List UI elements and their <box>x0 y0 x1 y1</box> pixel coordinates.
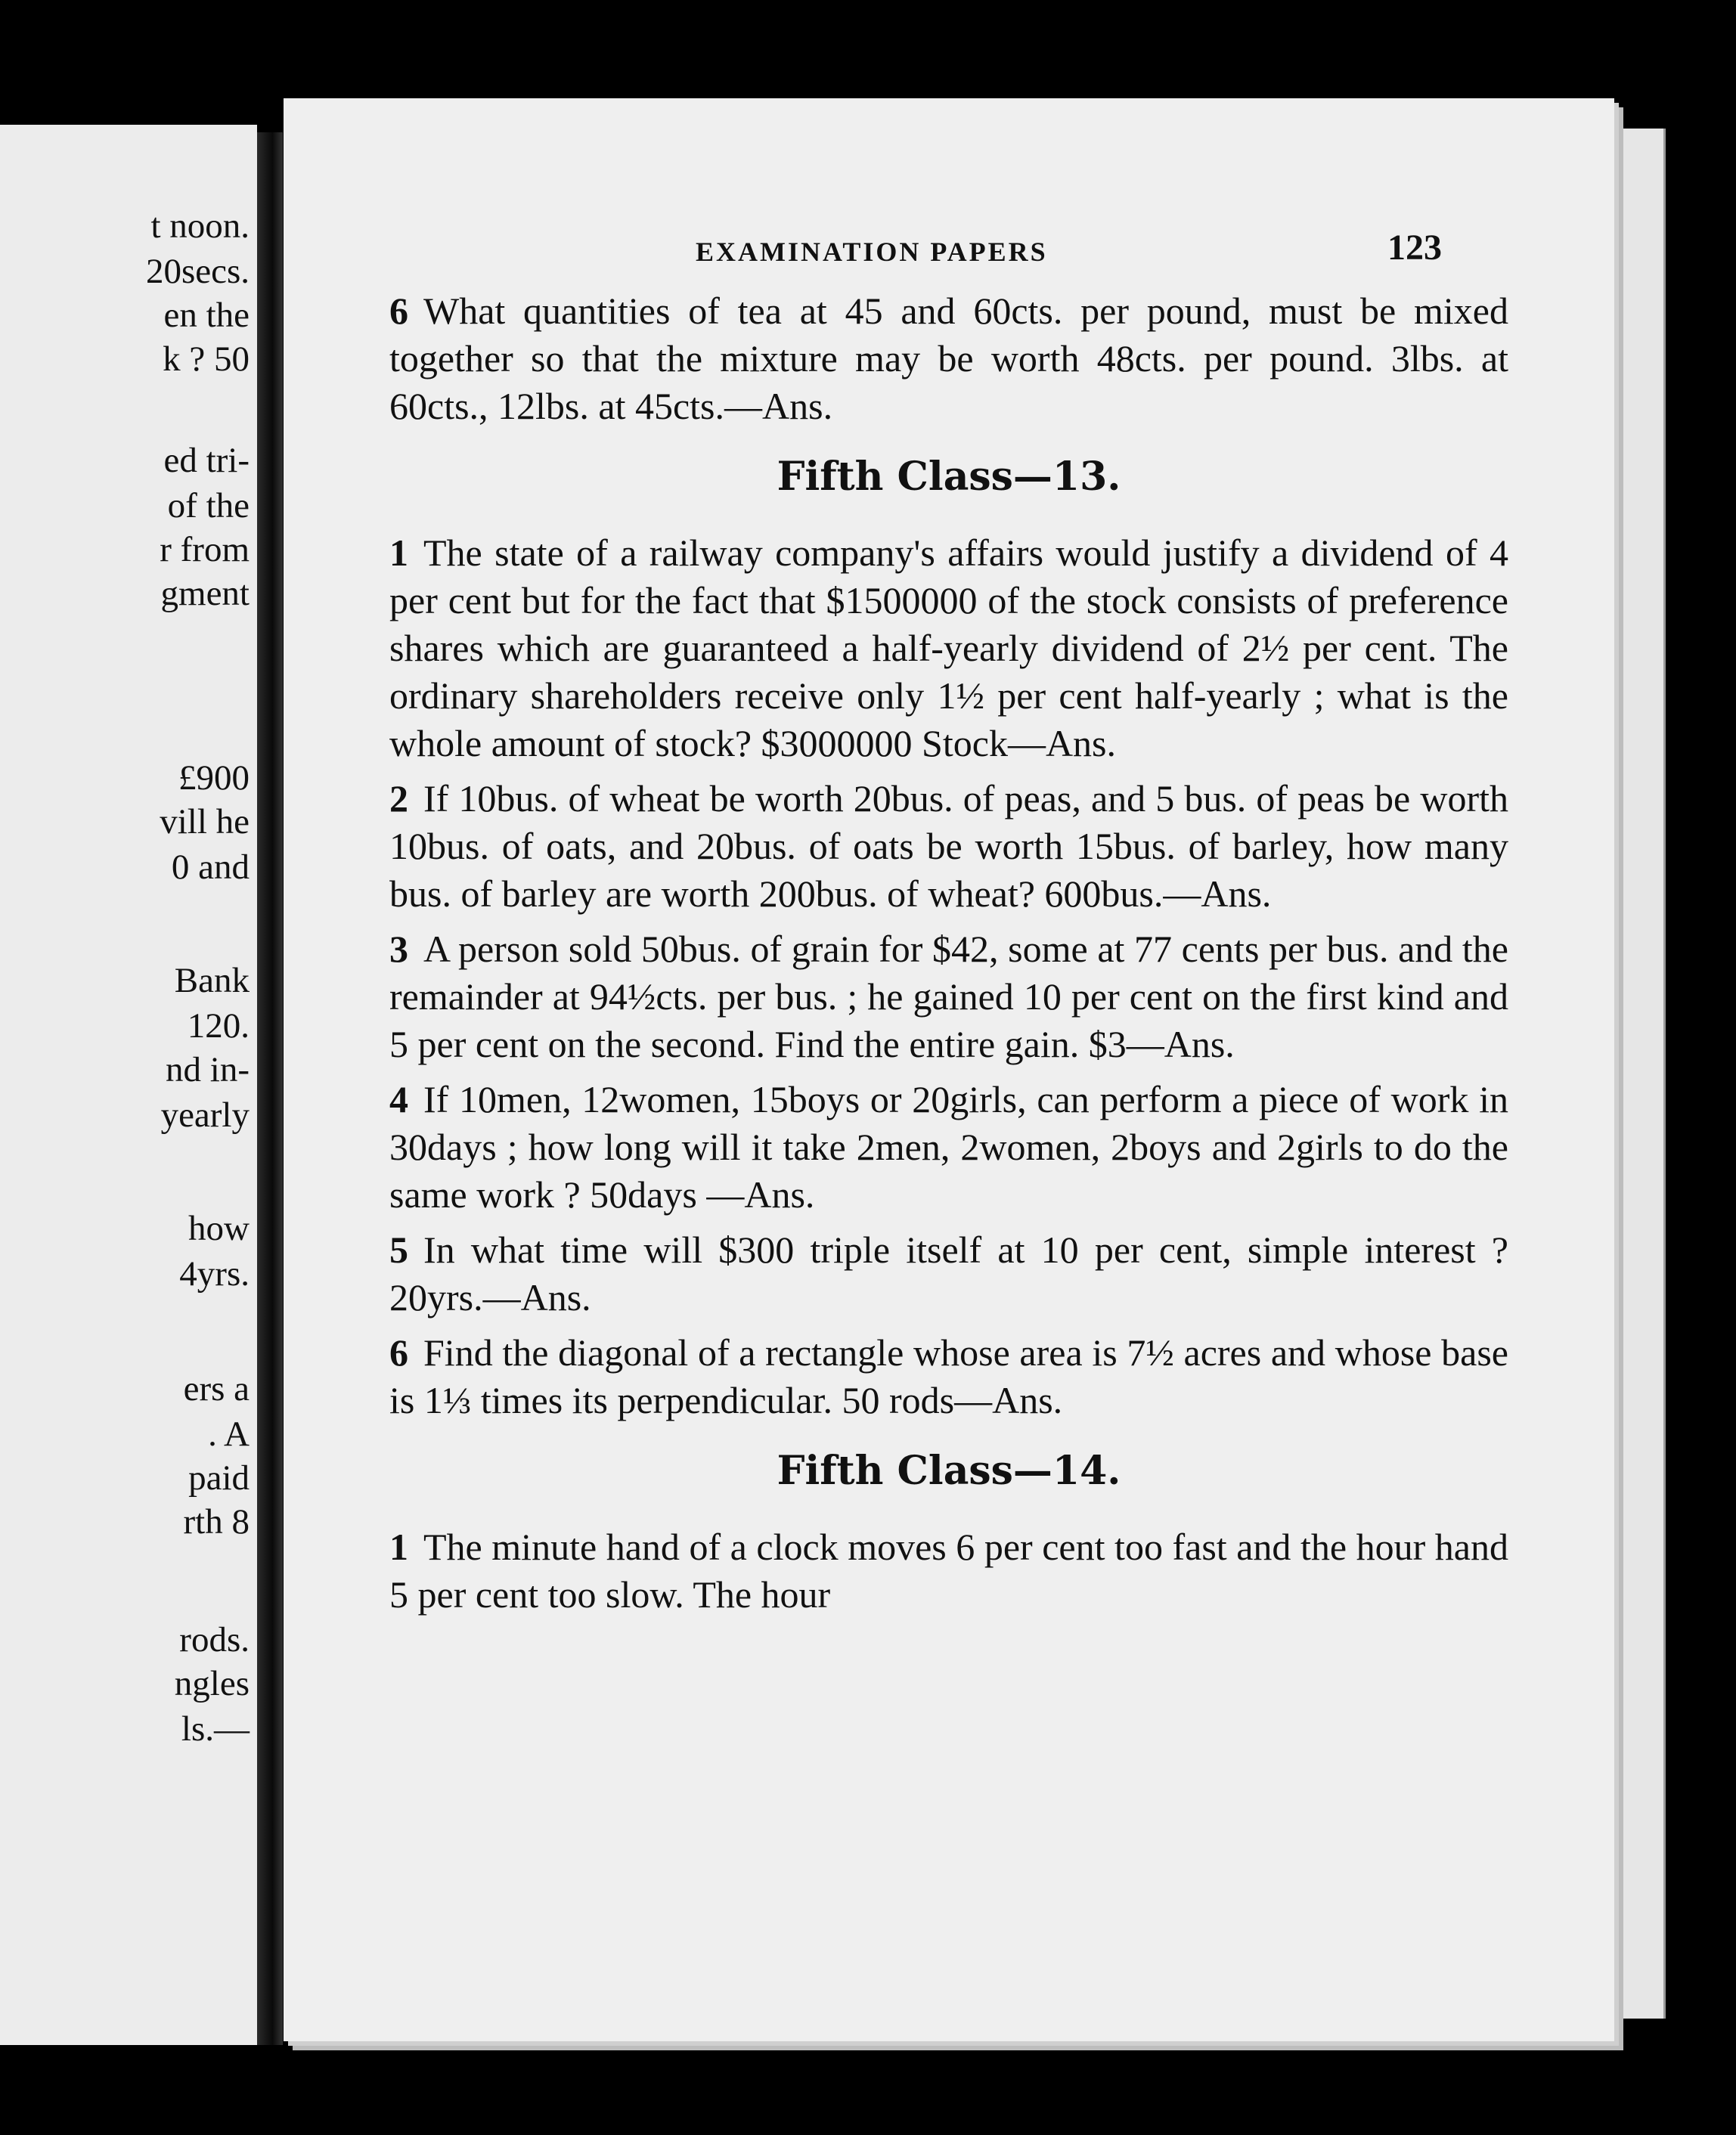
question-number: 2 <box>389 777 408 820</box>
left-page-line: Bank <box>174 961 250 1000</box>
left-page-line: £900 <box>178 758 250 798</box>
question <box>389 1329 1508 1424</box>
question <box>389 1523 1508 1619</box>
left-page-line: paid <box>188 1458 250 1498</box>
section-title: Fifth Class—13. <box>777 454 1121 500</box>
question-text: In what time will $300 triple itself at 10 per cent, simple interest ? 20yrs.—Ans. <box>389 1229 1508 1318</box>
question-text: What quantities of tea at 45 and 60cts. per pound, must be mixed together so that the mixture may be worth 48cts. per pound. 3lbs. at 60cts., 12lbs. at 45cts.—Ans. <box>389 290 1508 427</box>
question <box>389 1076 1508 1219</box>
left-page-line: r from <box>160 530 250 569</box>
question <box>389 775 1508 918</box>
question <box>389 529 1508 767</box>
question-number: 5 <box>389 1229 408 1271</box>
question <box>389 287 1508 430</box>
left-page-line: 0 and <box>171 847 250 887</box>
left-page-line: 20secs. <box>145 252 250 291</box>
book-spine <box>257 132 283 2045</box>
page-content <box>389 287 1508 1626</box>
left-page-line: how <box>188 1209 250 1248</box>
section-title: Fifth Class—14. <box>777 1448 1121 1494</box>
question-number: 1 <box>389 531 408 574</box>
left-page <box>0 125 257 2045</box>
left-page-line: rods. <box>179 1620 250 1659</box>
left-page-line: rth 8 <box>183 1502 250 1542</box>
page-number: 123 <box>1387 228 1442 268</box>
left-page-line: yearly <box>160 1095 250 1135</box>
question-number: 4 <box>389 1078 408 1120</box>
left-page-line: of the <box>167 486 250 525</box>
left-page-line: 120. <box>187 1006 250 1046</box>
question-text: If 10men, 12women, 15boys or 20girls, can perform a piece of work in 30days ; how long will it take 2men, 2women, 2boys and 2girls to do the same work ? 50days —Ans. <box>389 1078 1508 1216</box>
left-page-line: en the <box>163 296 250 335</box>
left-page-line: vill he <box>160 802 250 841</box>
question <box>389 1226 1508 1322</box>
left-page-line: ers a <box>183 1369 250 1408</box>
question-text: A person sold 50bus. of grain for $42, some at 77 cents per bus. and the remainder at 94½cts. per bus. ; he gained 10 per cent on the first kind and 5 per cent on the second. Find the entire gain. $3—Ans. <box>389 928 1508 1065</box>
left-page-line: nd in- <box>166 1050 250 1089</box>
question-text: The state of a railway company's affairs would justify a dividend of 4 per cent but for the fact that $1500000 of the stock consists of preference shares which are guaranteed a half-yearly dividend of 2½ per cent. The ordinary shareholders receive only 1½ per cent half-yearly ; what is the whole amount of stock? $3000000 Stock—Ans. <box>389 531 1508 764</box>
running-title: EXAMINATION PAPERS <box>696 237 1048 267</box>
left-page-line: 4yrs. <box>179 1254 250 1294</box>
left-page-line: t noon. <box>150 206 250 246</box>
question <box>389 925 1508 1068</box>
right-page <box>284 98 1614 2041</box>
question-list <box>389 529 1508 1424</box>
page-header <box>284 227 1614 280</box>
question-number: 6 <box>389 290 408 332</box>
left-page-line: k ? 50 <box>163 339 250 379</box>
left-page-line: gment <box>160 574 250 613</box>
question-number: 3 <box>389 928 408 970</box>
left-page-line: ls.— <box>181 1709 250 1749</box>
left-page-line: ed tri- <box>163 441 250 480</box>
question-text: The minute hand of a clock moves 6 per cent too fast and the hour hand 5 per cent too slow. The hour <box>389 1526 1508 1616</box>
question-number: 1 <box>389 1526 408 1568</box>
question-text: If 10bus. of wheat be worth 20bus. of peas, and 5 bus. of peas be worth 10bus. of oats, and 20bus. of oats be worth 15bus. of barley, how many bus. of barley are worth 200bus. of wheat? 600bus.—Ans. <box>389 777 1508 915</box>
question-text: Find the diagonal of a rectangle whose area is 7½ acres and whose base is 1⅓ times its perpendicular. 50 rods—Ans. <box>389 1331 1508 1421</box>
question-list <box>389 1523 1508 1619</box>
question-number: 6 <box>389 1331 408 1374</box>
left-page-line: . A <box>208 1415 250 1454</box>
left-page-line: ngles <box>174 1664 250 1703</box>
